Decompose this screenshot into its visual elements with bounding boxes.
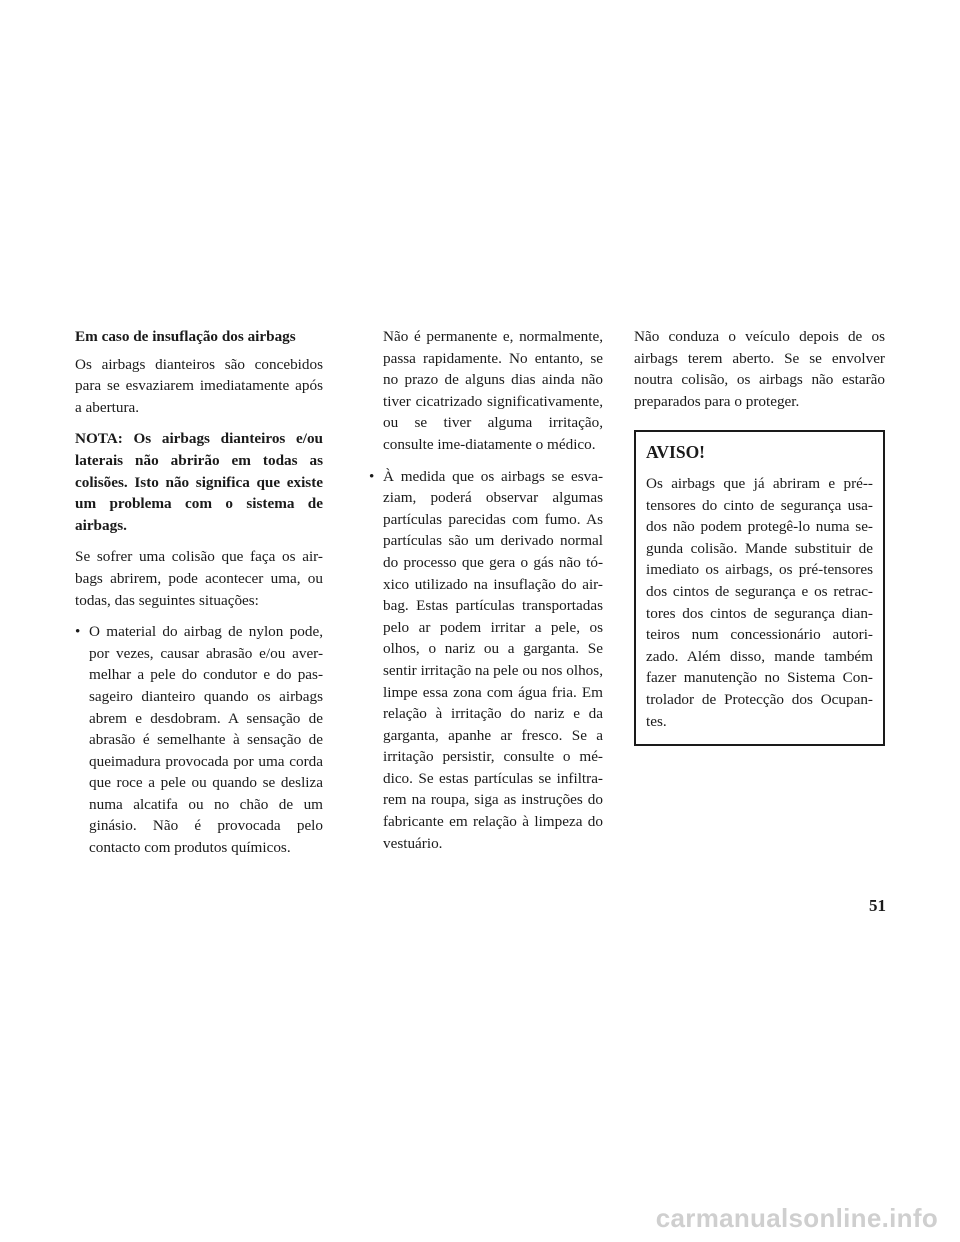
page-number: 51 [869,896,886,915]
paragraph-continuation: Não é permanente e, normalmente, passa rapidamente. No entanto, se no prazo de alguns dias ainda não tiver cicatrizado significativamente, ou se tiver alguma irritação, consulte ime-diatamente o médico. [383,328,603,453]
paragraph-situations: Se sofrer uma colisão que faça os air-bags abrirem, pode acontecer uma, ou todas, das seguintes situações: [75,548,323,609]
bullet-list [369,466,603,855]
bullet-list [75,621,323,859]
list-item-text: À medida que os airbags se esva-ziam, poderá observar algumas partículas parecidas com fumo. As partículas são um derivado normal do processo que gera o gás não tó-xico utilizado na insuflação do air-bag. Estas partículas transportadas pelo ar podem irritar a pele, os olhos, o nariz ou a garganta. Se sentir irritação na pele ou nos olhos, limpe essa zona com água fria. Em relação à irritação do nariz e da garganta, apanhe ar fresco. Se a irritação persistir, consulte o mé-dico. Se estas partículas se infiltra-rem na roupa, siga as instruções do fabricante em relação à limpeza do vestuário. [383,467,603,852]
warning-text: Os airbags que já abriram e pré--tensores do cinto de segurança usa-dos não podem protegê-lo numa se-gunda colisão. Mande substituir de imediato os airbags, os pré-tensores dos cintos de segurança e os retrac-tores dos cintos de segurança dian-teiros num concessionário autori-zado. Além disso, mande também fazer manutenção no Sistema Con-trolador de Protecção dos Ocupan-tes. [646,474,873,730]
column-left [75,326,323,869]
warning-title: AVISO! [646,442,706,463]
list-item-text: O material do airbag de nylon pode, por vezes, causar abrasão e/ou aver-melhar a pele do condutor e do pas-sageiro dianteiro quando os airbags abrem e desdobram. A sensação de abrasão é semelhante à sensação de queimadura provocada por uma corda que roce a pele ou quando se desliza numa alcatifa ou no chão de um ginásio. Não é provocada pelo contacto com produtos químicos. [89,623,323,857]
bullet-icon: • [75,623,81,641]
paragraph-deflate: Os airbags dianteiros são concebidos para se esvaziarem imediatamente após a abertura. [75,355,323,416]
column-right [634,326,885,746]
column-middle [369,326,603,864]
note-paragraph: NOTA: Os airbags dianteiros e/ou laterais não abrirão em todas as colisões. Isto não significa que existe um problema com o sistema de airbags. [75,430,323,534]
list-item [75,621,323,859]
warning-box [634,430,885,746]
bullet-icon: • [369,467,375,485]
watermark: carmanualsonline.info [655,1203,938,1233]
section-heading: Em caso de insuflação dos airbags [75,328,296,345]
list-item [369,466,603,855]
paragraph-do-not-drive: Não conduza o veículo depois de os airbags terem aberto. Se se envolver noutra colisão, os airbags não estarão preparados para o proteger. [634,328,885,410]
